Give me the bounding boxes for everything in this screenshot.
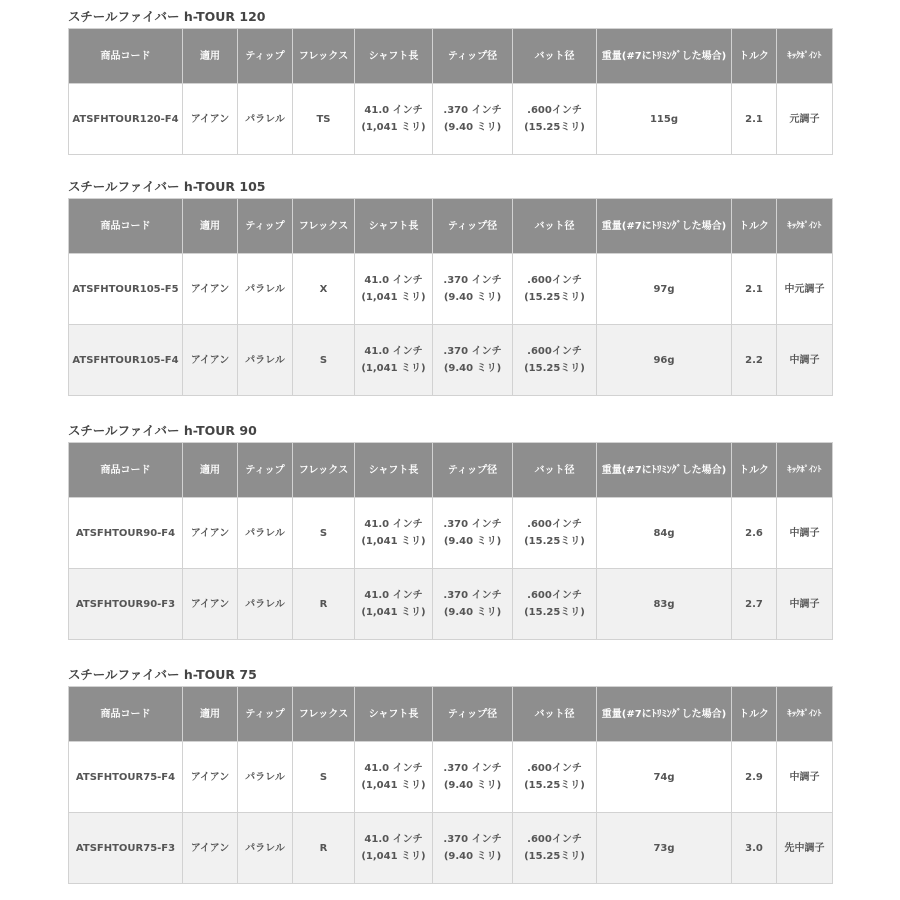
header-weight: 重量(#7にﾄﾘﾐﾝｸﾞした場合) [597,687,732,742]
cell-tip: パラレル [238,254,293,325]
table-row [69,569,833,640]
header-weight: 重量(#7にﾄﾘﾐﾝｸﾞした場合) [597,199,732,254]
cell-tip: パラレル [238,84,293,155]
cell-butt-diameter: .600インチ (15.25ミリ) [513,569,597,640]
header-tip: ティップ [238,687,293,742]
cell-butt-diameter: .600インチ (15.25ミリ) [513,325,597,396]
cell-code: ATSFHTOUR90-F4 [69,498,183,569]
header-butt-diameter: バット径 [513,199,597,254]
cell-torque: 2.1 [732,254,777,325]
header-flex: フレックス [293,199,355,254]
header-kickpoint: ｷｯｸﾎﾟｲﾝﾄ [777,199,833,254]
spec-table [68,198,833,396]
header-torque: トルク [732,443,777,498]
cell-torque: 2.1 [732,84,777,155]
cell-length: 41.0 インチ (1,041 ミリ) [355,569,433,640]
cell-flex: R [293,813,355,884]
cell-usage: アイアン [183,254,238,325]
cell-code: ATSFHTOUR75-F3 [69,813,183,884]
table-row [69,325,833,396]
section-title: スチールファイバー h-TOUR 120 [68,9,266,24]
cell-kickpoint: 中調子 [777,569,833,640]
cell-kickpoint: 中調子 [777,498,833,569]
cell-tip: パラレル [238,498,293,569]
cell-length: 41.0 インチ (1,041 ミリ) [355,84,433,155]
cell-kickpoint: 先中調子 [777,813,833,884]
spec-table [68,686,833,884]
spec-section [68,6,832,155]
cell-flex: X [293,254,355,325]
cell-butt-diameter: .600インチ (15.25ミリ) [513,254,597,325]
header-tip-diameter: ティップ径 [433,443,513,498]
cell-kickpoint: 中元調子 [777,254,833,325]
cell-torque: 2.9 [732,742,777,813]
header-code: 商品コード [69,29,183,84]
header-usage: 適用 [183,687,238,742]
spec-section [68,176,832,396]
header-kickpoint: ｷｯｸﾎﾟｲﾝﾄ [777,29,833,84]
cell-usage: アイアン [183,325,238,396]
cell-tip: パラレル [238,325,293,396]
cell-tip-diameter: .370 インチ (9.40 ミリ) [433,742,513,813]
header-kickpoint: ｷｯｸﾎﾟｲﾝﾄ [777,443,833,498]
cell-tip-diameter: .370 インチ (9.40 ミリ) [433,254,513,325]
header-torque: トルク [732,199,777,254]
header-flex: フレックス [293,29,355,84]
header-torque: トルク [732,687,777,742]
header-length: シャフト長 [355,199,433,254]
cell-flex: S [293,325,355,396]
header-tip-diameter: ティップ径 [433,687,513,742]
cell-weight: 83g [597,569,732,640]
cell-torque: 3.0 [732,813,777,884]
cell-tip-diameter: .370 インチ (9.40 ミリ) [433,498,513,569]
cell-usage: アイアン [183,498,238,569]
cell-weight: 84g [597,498,732,569]
header-butt-diameter: バット径 [513,443,597,498]
cell-weight: 115g [597,84,732,155]
cell-butt-diameter: .600インチ (15.25ミリ) [513,498,597,569]
cell-torque: 2.7 [732,569,777,640]
spec-section [68,664,832,884]
cell-kickpoint: 中調子 [777,742,833,813]
cell-usage: アイアン [183,84,238,155]
header-length: シャフト長 [355,29,433,84]
section-title: スチールファイバー h-TOUR 105 [68,179,266,194]
cell-flex: R [293,569,355,640]
cell-length: 41.0 インチ (1,041 ミリ) [355,325,433,396]
header-weight: 重量(#7にﾄﾘﾐﾝｸﾞした場合) [597,29,732,84]
cell-length: 41.0 インチ (1,041 ミリ) [355,254,433,325]
header-row [69,29,833,84]
header-tip: ティップ [238,29,293,84]
header-torque: トルク [732,29,777,84]
header-row [69,687,833,742]
header-tip-diameter: ティップ径 [433,199,513,254]
cell-tip: パラレル [238,813,293,884]
cell-butt-diameter: .600インチ (15.25ミリ) [513,742,597,813]
section-title: スチールファイバー h-TOUR 90 [68,423,257,438]
spec-table [68,28,833,155]
cell-code: ATSFHTOUR90-F3 [69,569,183,640]
cell-code: ATSFHTOUR105-F5 [69,254,183,325]
cell-code: ATSFHTOUR75-F4 [69,742,183,813]
table-row [69,84,833,155]
header-tip: ティップ [238,199,293,254]
cell-usage: アイアン [183,813,238,884]
header-tip-diameter: ティップ径 [433,29,513,84]
table-row [69,742,833,813]
header-kickpoint: ｷｯｸﾎﾟｲﾝﾄ [777,687,833,742]
cell-flex: TS [293,84,355,155]
header-flex: フレックス [293,443,355,498]
table-row [69,813,833,884]
cell-butt-diameter: .600インチ (15.25ミリ) [513,813,597,884]
header-butt-diameter: バット径 [513,687,597,742]
cell-weight: 73g [597,813,732,884]
header-row [69,199,833,254]
cell-kickpoint: 中調子 [777,325,833,396]
header-usage: 適用 [183,443,238,498]
header-tip: ティップ [238,443,293,498]
section-title: スチールファイバー h-TOUR 75 [68,667,257,682]
header-code: 商品コード [69,443,183,498]
cell-weight: 96g [597,325,732,396]
cell-flex: S [293,742,355,813]
header-code: 商品コード [69,687,183,742]
header-usage: 適用 [183,29,238,84]
cell-length: 41.0 インチ (1,041 ミリ) [355,742,433,813]
cell-usage: アイアン [183,742,238,813]
cell-tip-diameter: .370 インチ (9.40 ミリ) [433,325,513,396]
cell-code: ATSFHTOUR105-F4 [69,325,183,396]
cell-torque: 2.2 [732,325,777,396]
header-weight: 重量(#7にﾄﾘﾐﾝｸﾞした場合) [597,443,732,498]
cell-tip: パラレル [238,569,293,640]
spec-section [68,420,832,640]
cell-butt-diameter: .600インチ (15.25ミリ) [513,84,597,155]
cell-weight: 97g [597,254,732,325]
cell-weight: 74g [597,742,732,813]
cell-flex: S [293,498,355,569]
cell-length: 41.0 インチ (1,041 ミリ) [355,498,433,569]
table-row [69,254,833,325]
cell-torque: 2.6 [732,498,777,569]
header-length: シャフト長 [355,687,433,742]
cell-kickpoint: 元調子 [777,84,833,155]
cell-tip-diameter: .370 インチ (9.40 ミリ) [433,84,513,155]
cell-length: 41.0 インチ (1,041 ミリ) [355,813,433,884]
spec-table [68,442,833,640]
cell-code: ATSFHTOUR120-F4 [69,84,183,155]
header-butt-diameter: バット径 [513,29,597,84]
cell-tip: パラレル [238,742,293,813]
cell-tip-diameter: .370 インチ (9.40 ミリ) [433,813,513,884]
header-usage: 適用 [183,199,238,254]
cell-tip-diameter: .370 インチ (9.40 ミリ) [433,569,513,640]
table-row [69,498,833,569]
cell-usage: アイアン [183,569,238,640]
header-flex: フレックス [293,687,355,742]
header-code: 商品コード [69,199,183,254]
header-length: シャフト長 [355,443,433,498]
header-row [69,443,833,498]
